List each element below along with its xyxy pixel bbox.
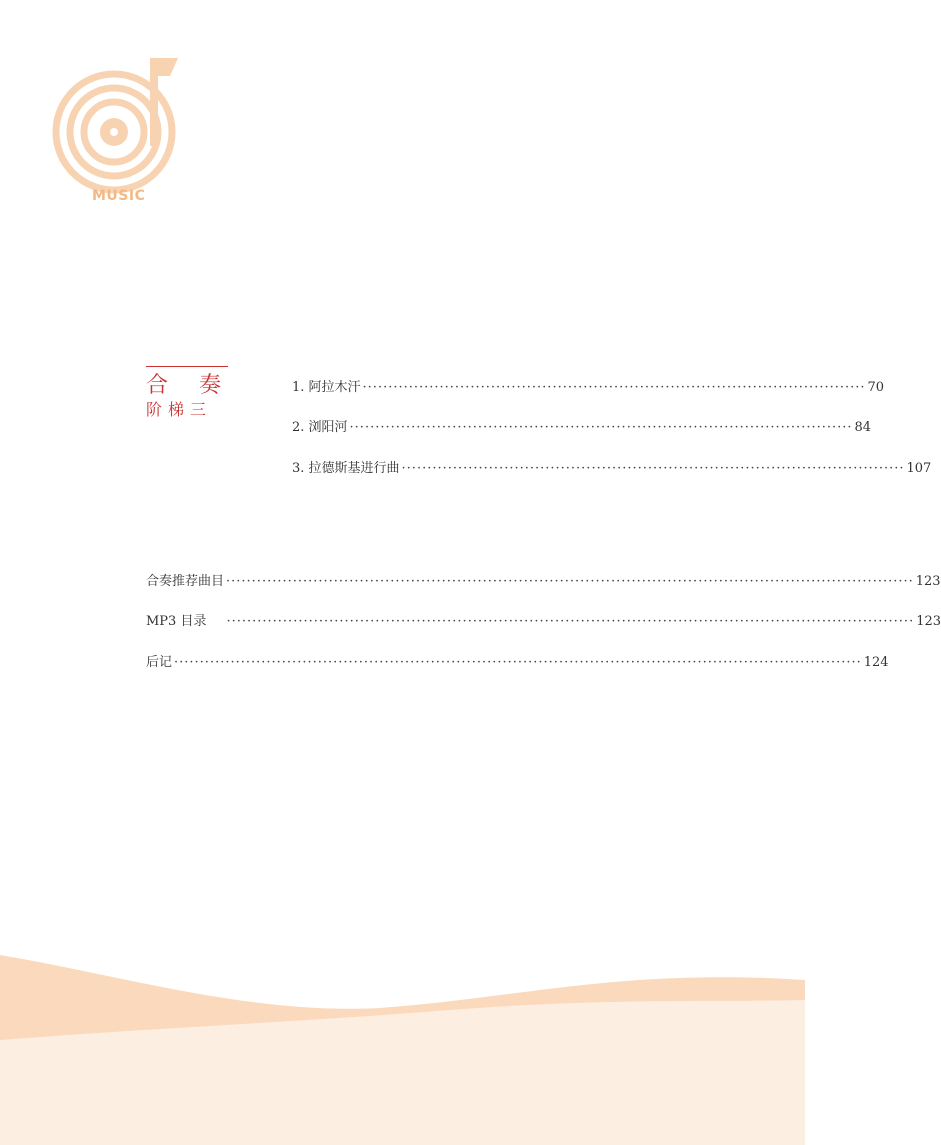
toc-entry-title: 2. 浏阳河: [292, 420, 348, 435]
music-logo-icon: [52, 50, 182, 210]
toc-entry-page: 123: [915, 574, 941, 589]
toc-entry-title: MP3 目录: [146, 614, 207, 629]
dot-leader: ··································································································: [362, 380, 866, 395]
section-rule: [146, 366, 228, 367]
dot-leader: ··································································································: [401, 461, 905, 476]
dot-leader: ······································································································································: [174, 655, 862, 670]
wave-decoration: [0, 940, 805, 1145]
toc-entry[interactable]: [146, 651, 889, 671]
toc-entry[interactable]: [292, 416, 872, 436]
toc-entry-page: 124: [863, 655, 889, 670]
toc-entry-title: 合奏推荐曲目: [146, 574, 225, 589]
dot-leader: ··································································································: [349, 420, 853, 435]
toc-entry-page: 123: [916, 614, 941, 629]
toc-entry[interactable]: [292, 457, 932, 477]
toc-entry[interactable]: [146, 610, 941, 630]
toc-entry-title: 3. 拉德斯基进行曲: [292, 461, 400, 476]
toc-entry-page: 84: [854, 420, 872, 435]
toc-entry[interactable]: [292, 376, 885, 396]
toc-entry[interactable]: [146, 570, 941, 590]
toc-entry-page: 70: [867, 380, 885, 395]
section-title: 合 奏: [146, 373, 233, 398]
toc-entry-title: 1. 阿拉木汗: [292, 380, 361, 395]
section-heading: [146, 366, 233, 421]
dot-leader: ······································································································································: [226, 574, 914, 589]
toc-entry-title: 后记: [146, 655, 173, 670]
toc-entry-page: 107: [906, 461, 932, 476]
logo-text: MUSIC: [92, 188, 146, 204]
dot-leader: ······································································································································: [226, 614, 915, 629]
section-subtitle: 阶梯三: [146, 400, 213, 419]
